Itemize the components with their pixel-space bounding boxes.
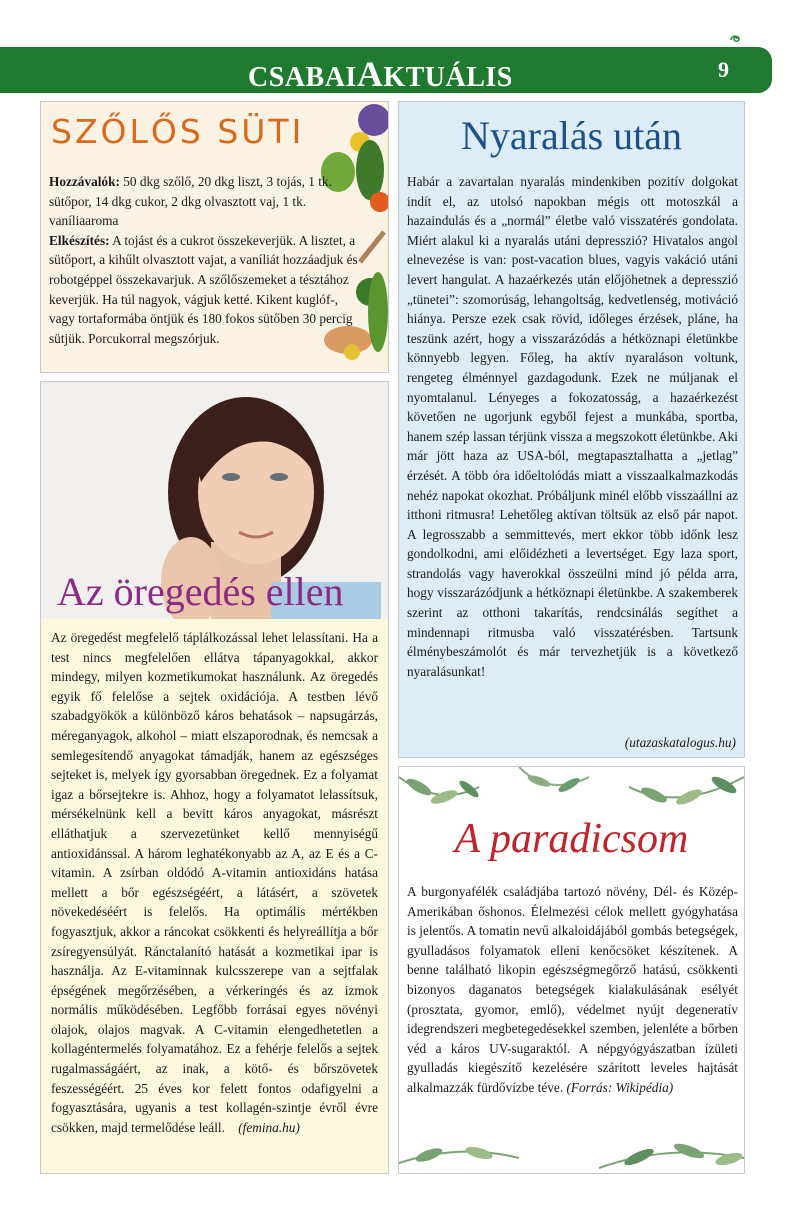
aging-heading: Az öregedés ellen: [57, 569, 344, 614]
title-big-letter: A: [356, 54, 384, 94]
recipe-text: [49, 172, 367, 348]
aging-paragraph: [51, 628, 378, 1137]
vacation-heading: Nyaralás után: [460, 113, 682, 158]
aging-article: [40, 381, 389, 1174]
title-prefix: CSABAI: [248, 62, 357, 93]
vacation-source: (utazaskatalogus.hu): [624, 735, 736, 750]
tomato-source: (Forrás: Wikipédia): [566, 1079, 674, 1095]
recipe-box: [40, 101, 389, 373]
tomato-body: [407, 882, 738, 1098]
page-header: [0, 47, 772, 93]
tomato-article: [398, 766, 745, 1174]
recipe-title: SZŐLŐS SÜTI: [51, 112, 305, 151]
tomato-text: A burgonyafélék családjába tartozó növény, Dél- és Közép-Amerikában őshonos. Élelmezési célok mellett gyógyhatása is jelentős. A tomatin nevű alkaloidájából gombás betegségek, gyulladásos folyamatok elleni kenőcsöket készítenek. A benne található likopin egészségmegőrző hatású, csökkenti bizonyos daganatos betegségek kialakulásának esélyét (prosztata, gyomor, emlő), védelmet nyújt degeneratív idegrendszeri megbetegedésekkel szemben, jelenléte a bőrben véd a káros UV-sugaraktól. A népgyógyászatban ízületi gyulladás kiegészítő kezelésére szárított leveles hajtását alkalmazzák fürdővízbe téve.: [407, 884, 738, 1095]
page-number: 9: [718, 57, 729, 82]
aging-source: (femina.hu): [238, 1119, 300, 1135]
vacation-article: [398, 101, 745, 758]
vacation-body: [407, 172, 738, 681]
tomato-paragraph: [407, 882, 738, 1098]
aging-body: [51, 628, 378, 1137]
leaves-bottom-decoration-icon: [399, 1123, 744, 1173]
aging-text: Az öregedést megfelelő táplálkozással lehet lelassítani. Ha a test nincs megfelelően ellátva tápanyagokkal, akkor mindegy, milyen kozmetikumokat használunk. Az öregedés egyik fő felelőse a sejtek oxidációja. A testben lévő szabadgyökök a különböző káros behatások – napsugárzás, méreganyagok, alkohol – miatt elszaporodnak, és nemcsak a semlegesítendő anyagokat támadják, hanem az egészséges sejteket is, melyek így gyorsabban öregednek. Ez a folyamat igaz a bőrsejtekre is. Ahhoz, hogy a folyamatot lelassítsuk, mérsékelnünk kell a bevitt káros anyagokat, másrészt elláthatjuk a szervezetünket kellő mennyiségű antioxidánssal. A három leghatékonyabb az A, az E és a C-vitamin. A zsírban oldódó A-vitamin antioxidáns hatása mellett a bőr egészségéért, a látásért, a szövetek növekedéséért is felelős. Ha optimális mértékben fogyasztjuk, akkor a ráncokat csökkenti és helyreállítja a bőr zsíregyensúlyát. Ránctalanító hatását a kozmetikai ipar is használja. Az E-vitaminnak kulcsszerepe van a sejtfalak épségének megőrzésében, a vérkeringés és az izmok normális működésében. Legfőbb forrásai egyes növényi olajok, olajos magvak. A C-vitamin elengedhetetlen a kollagéntermelés folyamatához. Ez a fehérje felelős a sejtek rugalmasságáért, az inak, a kötő- és bőrszövetek feszességéért. 25 éves kor felett fontos odafigyelni a fogyasztására, ugyanis a test kollagén-szintje évről évre csökken, majd termelődése leáll.: [51, 630, 378, 1135]
swirl-ornament-icon: [729, 34, 741, 44]
recipe-method: [49, 231, 367, 349]
tomato-heading: A paradicsom: [454, 816, 689, 862]
magazine-title: [248, 53, 513, 95]
recipe-ingredients: [49, 172, 367, 231]
method-text: A tojást és a cukrot összekeverjük. A lisztet, a sütőport, a kihűlt olvasztott vajat, a vaníliát hozzáadjuk és robotgéppel összekavarjuk. A szőlőszemeket a tésztához keverjük. Ha túl nagyok, vágjuk ketté. Kikent kuglóf-, vagy tortaformába öntjük és 180 fokos sütőben 30 percig sütjük. Porcukorral megszórjuk.: [49, 232, 358, 346]
title-rest: KTUÁLIS: [383, 62, 513, 93]
method-label: Elkészítés:: [49, 232, 110, 248]
ingredients-text: 50 dkg szőlő, 20 dkg liszt, 3 tojás, 1 tk. sütőpor, 14 dkg cukor, 2 dkg olvasztott vaj, 1 tk. vaníliaaroma: [49, 174, 332, 229]
ingredients-label: Hozzávalók:: [49, 174, 120, 189]
vacation-text: Habár a zavartalan nyaralás mindenkiben pozitív dolgokat indít el, az utolsó napokban mégis ott motoszkál a hazaindulás és a „normál” életbe való visszatérés gondolata. Miért alakul ki a nyaralás utáni depresszió? Hivatalos angol elnevezése is van: post-vacation blues, vagyis vakáció utáni levert hangulat. A hazaérkezés után előjöhetnek a depresszió „tünetei”: szomorúság, lehangoltság, kedvetlenség, motiváció hiánya. Persze ezek csak rövid, időleges érzések, pláne, ha teszünk azért, hogy a visszarázódás a hétköznapi életünkbe könnyebb legyen. Főleg, ha aktív nyaraláson voltunk, rengeteg élménnyel gazdagodunk. Ezek ne múljanak el nyomtalanul. Lényeges a fokozatosság, a hazaérkezést követően ne ugorjunk egyből fejest a munkába, sportba, hanem szép lassan térjünk vissza a megszokott életünkbe. Aki már jött haza az USA-ból, megtapasztalhatta a „jetlag” érzését. A több óra időeltolódás miatt a visszaalkalmazkodás nehéz napokat okozhat. Próbáljunk minél előbb visszaállni az itthoni ritmusra! Lehetőleg aktívan töltsük az első pár napot. A legrosszabb a semmittevés, mert ekkor több időnk lesz gondolkodni, ami előidézheti a levertséget. Egy laza sport, strandolás vagy haverokkal összeülni mind jó példa arra, hogy visszarázódjunk a hétköznapi életünkbe. A szakemberek szerint az otthoni takarítás, rendcsinálás segíthet a mindennapi ritmusba való visszatérésben. Tartsunk élménybeszámolót és már tervezhetjük is a következő nyaralásunkat!: [407, 174, 738, 679]
